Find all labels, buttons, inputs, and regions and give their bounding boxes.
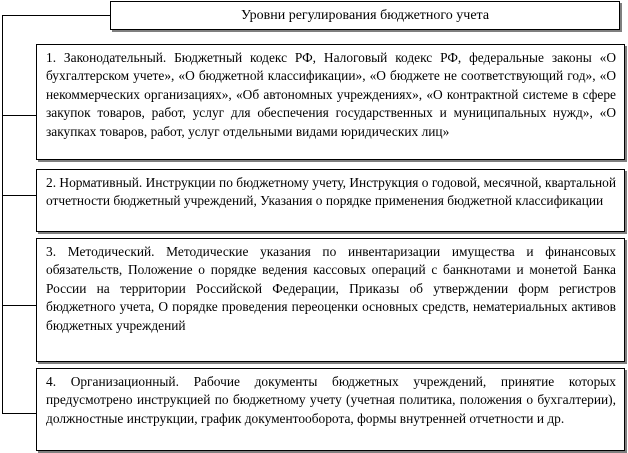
diagram-title: Уровни регулирования бюджетного учета [240,8,490,23]
connector-vertical-spine [2,15,3,414]
connector-title [2,15,110,16]
level-text: 2. Нормативный. Инструкции по бюджетному учету, Инструкция о годовой, месячной, квартальной отчетности бюджетный учреждений, Указания о порядке применения бюджетной классификации [46,175,616,209]
connector-level-1 [2,115,36,116]
level-box-normative [36,169,625,232]
connector-level-3 [2,305,36,306]
level-box-organizational [36,368,625,451]
connector-level-4 [2,413,36,414]
level-box-legislative [36,44,625,160]
level-box-methodical [36,238,625,362]
diagram-title-box [110,1,620,30]
level-text: 1. Законодательный. Бюджетный кодекс РФ, Налоговый кодекс РФ, федеральные законы «О бухгалтерском учете», «О бюджетной классификации», «О бюджете не соответствующий год», «О некоммерческих организациях», «Об автономных учреждениях», «О контрактной системе в сфере закупок товаров, работ, услуг для обеспечения государственных и муниципальных нужд», «О закупках товаров, работ, услуг отдельными видами юридических лиц» [46,50,616,139]
connector-level-2 [2,195,36,196]
level-text: 4. Организационный. Рабочие документы бюджетных учреждений, принятие которых предусмотрено инструкцией по бюджетному учету (учетная политика, положения о бухгалтерии), должностные инструкции, график документооборота, формы внутренней отчетности и др. [46,374,616,426]
level-text: 3. Методический. Методические указания по инвентаризации имущества и финансовых обязательств, Положение о порядке ведения кассовых операций с банкнотами и монетой Банка России на территории Российской Федерации, Приказы об утверждении форм регистров бюджетного учета, О порядке проведения переоценки основных средств, нематериальных активов бюджетных учреждений [46,244,616,333]
